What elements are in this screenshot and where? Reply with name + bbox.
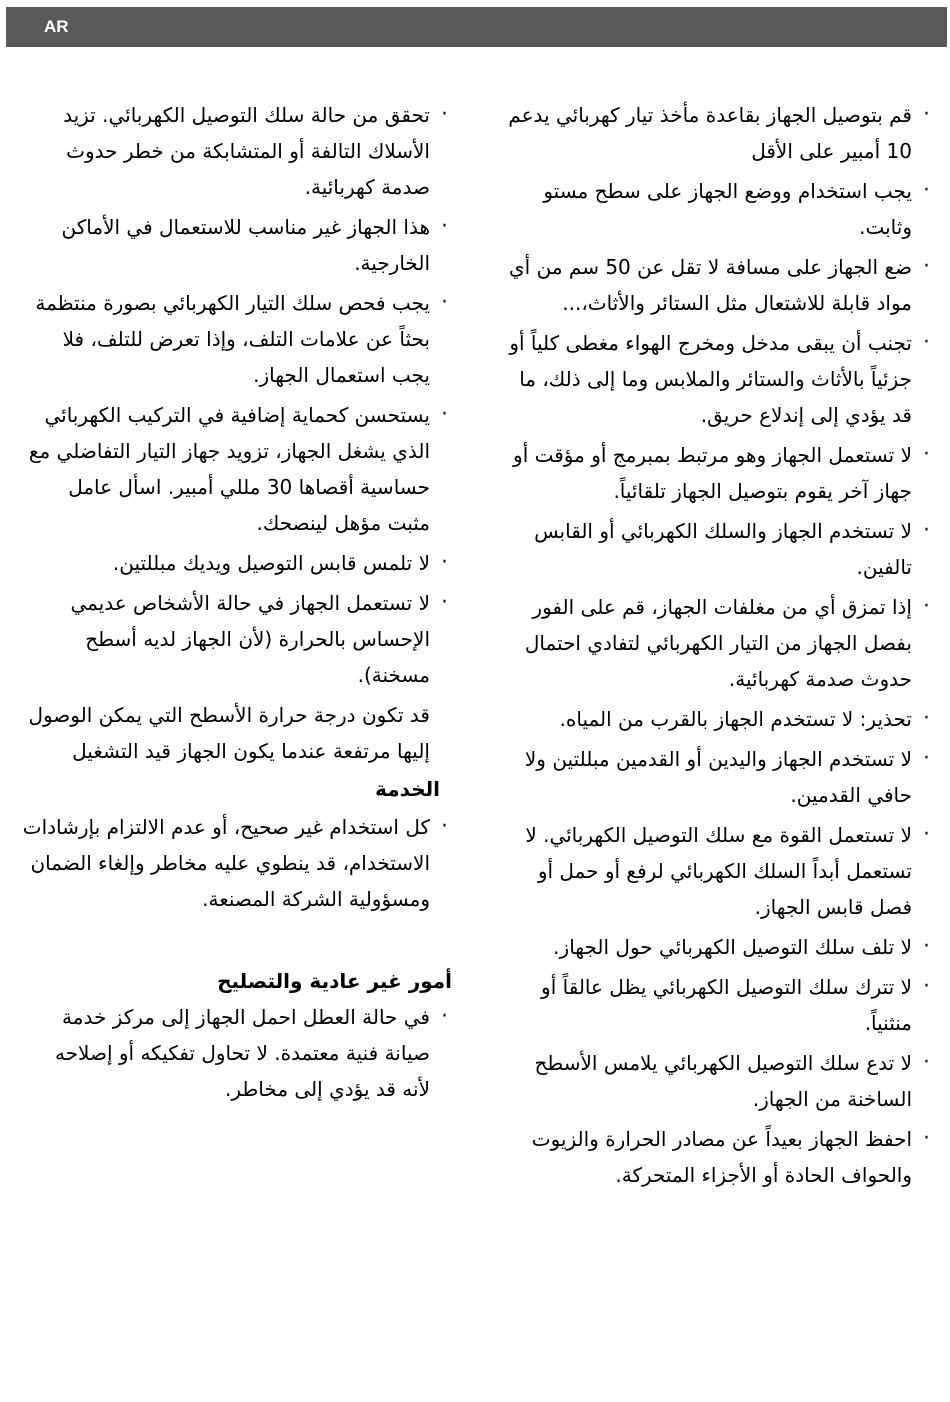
list-item: · في حالة العطل احمل الجهاز إلى مركز خدمة صيانة فنية معتمدة. لا تحاول تفكيكه أو إصلاحه لأنه قد يؤدي إلى مخاطر. — [22, 999, 452, 1107]
list-item: · يجب استخدام ووضع الجهاز على سطح مستو وثابت. — [494, 173, 934, 245]
list-item: · احفظ الجهاز بعيداً عن مصادر الحرارة والزيوت والحواف الحادة أو الأجزاء المتحركة. — [494, 1121, 934, 1193]
service-list — [22, 809, 452, 917]
safety-list-left — [22, 97, 452, 693]
repair-list — [22, 999, 452, 1107]
language-label: AR — [44, 17, 69, 36]
list-item: · لا تلمس قابس التوصيل ويديك مبللتين. — [22, 545, 452, 581]
list-item: · لا تستخدم الجهاز والسلك الكهربائي أو القابس تالفين. — [494, 513, 934, 585]
list-item: · هذا الجهاز غير مناسب للاستعمال في الأماكن الخارجية. — [22, 209, 452, 281]
list-item: · لا تستخدم الجهاز واليدين أو القدمين مبللتين ولا حافي القدمين. — [494, 741, 934, 813]
list-item: · تجنب أن يبقى مدخل ومخرج الهواء مغطى كلياً أو جزئياً بالأثاث والستائر والملابس وما إلى ذلك، ما قد يؤدي إلى إندلاع حريق. — [494, 325, 934, 433]
list-item: · يستحسن كحماية إضافية في التركيب الكهربائي الذي يشغل الجهاز، تزويد جهاز التيار التفاضلي مع حساسية أقصاها 30 مللي أمبير. اسأل عامل مثبت مؤهل لينصحك. — [22, 397, 452, 541]
list-item: · لا تستعمل القوة مع سلك التوصيل الكهربائي. لا تستعمل أبداً السلك الكهربائي لرفع أو حمل أو فصل قابس الجهاز. — [494, 817, 934, 925]
header-bar — [6, 7, 947, 47]
list-item: · لا تستعمل الجهاز وهو مرتبط بمبرمج أو مؤقت أو جهاز آخر يقوم بتوصيل الجهاز تلقائياً. — [494, 437, 934, 509]
list-item: · لا تلف سلك التوصيل الكهربائي حول الجهاز. — [494, 929, 934, 965]
list-item: · تحذير: لا تستخدم الجهاز بالقرب من المياه. — [494, 701, 934, 737]
repair-heading: أمور غير عادية والتصليح — [217, 969, 452, 993]
list-item: · لا تدع سلك التوصيل الكهربائي يلامس الأسطح الساخنة من الجهاز. — [494, 1045, 934, 1117]
list-item: · لا تستعمل الجهاز في حالة الأشخاص عديمي الإحساس بالحرارة (لأن الجهاز لديه أسطح مسخنة). — [22, 585, 452, 693]
list-item: · لا تترك سلك التوصيل الكهربائي يظل عالقاً أو منثنياً. — [494, 969, 934, 1041]
safety-list-right — [494, 97, 934, 1193]
hot-surface-note: قد تكون درجة حرارة الأسطح التي يمكن الوصول إليها مرتفعة عندما يكون الجهاز قيد التشغيل — [28, 703, 430, 763]
list-item: · يجب فحص سلك التيار الكهربائي بصورة منتظمة بحثاً عن علامات التلف، وإذا تعرض للتلف، فلا يجب استعمال الجهاز. — [22, 285, 452, 393]
list-item: · إذا تمزق أي من مغلفات الجهاز، قم على الفور بفصل الجهاز من التيار الكهربائي لتفادي احتمال حدوث صدمة كهربائية. — [494, 589, 934, 697]
right-column — [494, 97, 934, 1197]
service-heading: الخدمة — [375, 777, 440, 801]
list-item: · كل استخدام غير صحيح، أو عدم الالتزام بإرشادات الاستخدام، قد ينطوي عليه مخاطر وإلغاء الضمان ومسؤولية الشركة المصنعة. — [22, 809, 452, 917]
list-item: · تحقق من حالة سلك التوصيل الكهربائي. تزيد الأسلاك التالفة أو المتشابكة من خطر حدوث صدمة كهربائية. — [22, 97, 452, 205]
list-item: · قم بتوصيل الجهاز بقاعدة مأخذ تيار كهربائي يدعم 10 أمبير على الأقل — [494, 97, 934, 169]
list-item: · ضع الجهاز على مسافة لا تقل عن 50 سم من أي مواد قابلة للاشتعال مثل الستائر والأثاث،... — [494, 249, 934, 321]
left-column — [22, 97, 452, 1107]
